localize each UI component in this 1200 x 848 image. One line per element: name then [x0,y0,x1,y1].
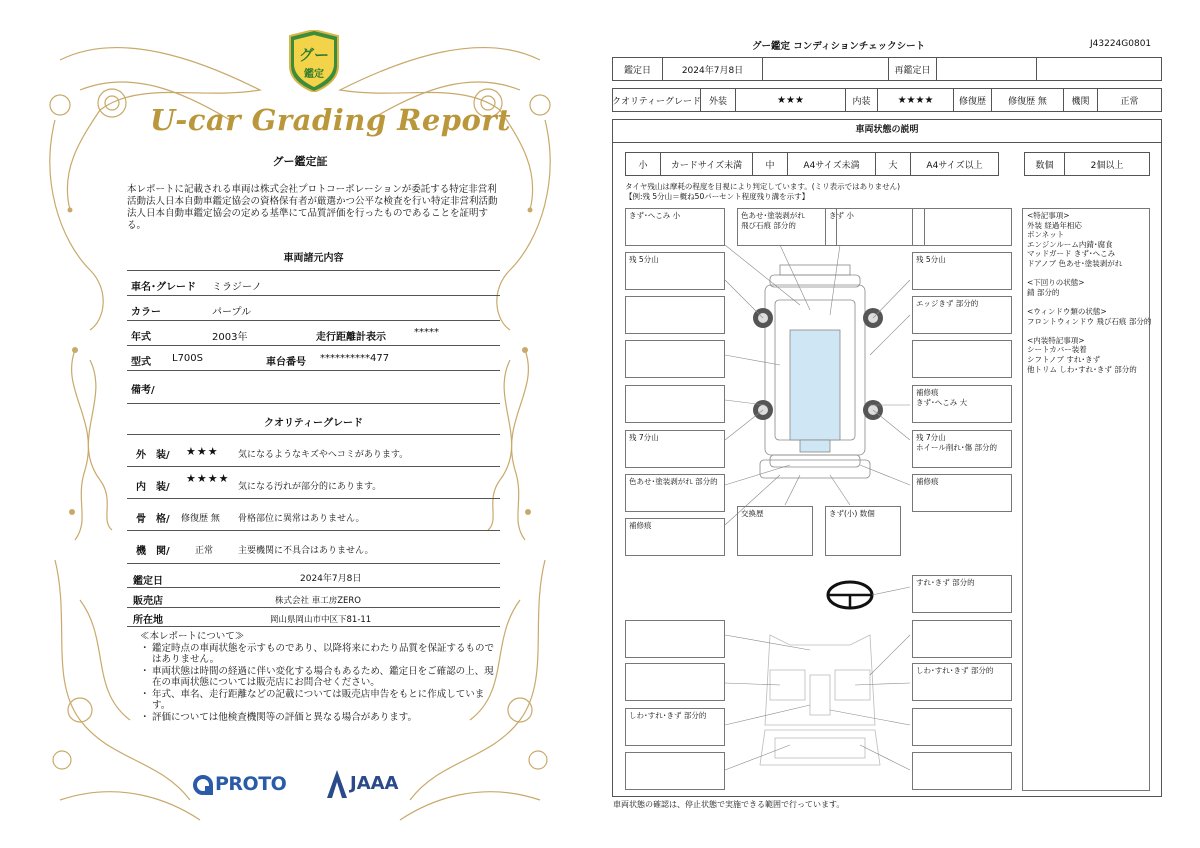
note-line: 外装 経過年相応 [1027,220,1082,230]
exterior-stars: ★★★ [736,89,846,111]
chassis-label: 車台番号 [266,357,306,368]
size-small-label: 小 [626,153,661,175]
condition-box [625,296,725,334]
re-appraisal-label: 再鑑定日 [889,58,937,80]
divider [127,345,500,346]
repair-label: 修復歴 [954,89,992,111]
logo-text-kantei: 鑑定 [304,69,324,80]
divider [127,563,500,564]
interior-desc: 気になる汚れが部分的にあります。 [238,482,382,492]
condition-box: きず 小 [825,208,925,246]
note-line: ドアノブ 色あせ･塗装剥がれ [1027,258,1123,268]
condition-box: 残 7分山 [625,430,725,468]
jaaa-logo-text: JAAA [350,773,399,794]
goo-appraisal-logo [286,30,342,92]
condition-box: しわ･すれ･きず 部分的 [625,708,725,746]
proto-logo-icon [192,774,214,796]
note-line: 錆 部分的 [1027,287,1060,297]
notes-title: ≪本レポートについて≫ [140,631,245,642]
divider [127,295,500,296]
count-label: 数個 [1025,153,1065,175]
date-label: 鑑定日 [613,58,663,80]
frame-label: 骨 格/ [136,514,170,525]
condition-box: しわ･すれ･きず 部分的 [912,663,1012,701]
note-line: シフトノブ すれ･きず [1027,354,1101,364]
divider [612,142,1162,143]
condition-box [625,340,725,378]
year-label: 年式 [131,332,151,343]
size-large-label: 大 [876,153,911,175]
note-item: ・ 車両状態は時間の経過に伴い変化する場合もあるため、鑑定日をご確認の上、現在の車両状態については販売店にお問合せください。 [140,665,494,688]
note-line: <下回りの状態> [1027,278,1085,288]
engine-desc: 主要機関に不具合はありません。 [238,546,374,556]
note-line: エンジンルーム内錆･腐食 [1027,239,1113,249]
note-item: ・ 年式、車名、走行距離などの記載については販売店申告をもとに作成しています。 [140,688,485,711]
note-item: ・ 鑑定時点の車両状態を示すものであり、以降将来にわたり品質を保証するものではありません。 [140,642,495,665]
condition-box: 色あせ･塗装剥がれ 部分的 [625,474,725,512]
condition-box [625,620,725,658]
condition-box: 残 7分山 ホイール削れ･傷 部分的 [912,430,1012,468]
color-value: パープル [212,307,252,318]
sheet-footer: 車両状態の確認は、停止状態で実施できる範囲で行っています。 [613,800,845,809]
note-line [1027,269,1145,279]
note-line: フロントウィンドウ 飛び石痕 部分的 [1027,316,1152,326]
frame-desc: 骨格部位に異常はありません。 [238,514,365,524]
quality-grade-label: クオリティーグレード [613,89,701,111]
engine-label: 機 関/ [136,546,170,557]
note-line: 他トリム しわ･すれ･きず 部分的 [1027,364,1137,374]
size-mid-label: 中 [753,153,788,175]
divider [127,434,500,435]
engine-label: 機関 [1064,89,1098,111]
exterior-desc: 気になるようなキズやヘコミがあります。 [238,450,409,460]
condition-box: すれ･きず 部分的 [912,575,1012,613]
tire-example: 【例:残 5分山＝概ね50パーセント程度残り溝を示す】 [625,192,810,201]
engine-value: 正常 [195,546,214,556]
logo-text-goo: グー [298,46,330,64]
condition-box: きず･へこみ 小 [625,208,725,246]
condition-box: 残 5分山 [912,252,1012,290]
note-line [1027,326,1145,336]
condition-box [625,663,725,701]
condition-box [912,620,1012,658]
sheet-title: グー鑑定 コンディションチェックシート [752,41,926,52]
interior-stars: ★★★★ [186,472,230,485]
empty-cell [763,58,889,80]
empty-cell [937,58,1037,80]
interior-label: 内装 [846,89,878,111]
model-label: 型式 [131,357,151,368]
dealer-label: 販売店 [133,596,163,607]
condition-box: きず(小) 数個 [825,506,901,556]
section-title: 車両状態の説明 [855,125,919,135]
condition-box: 色あせ･塗装剥がれ 飛び石痕 部分的 [737,208,837,246]
engine-value: 正常 [1120,96,1139,107]
divider [127,498,500,499]
special-notes [1022,208,1150,791]
condition-box: 補修痕 きず･へこみ 大 [912,385,1012,423]
count-desc: 2個以上 [1090,160,1124,171]
script-title: U-car Grading Report [150,103,512,137]
divider [127,587,500,588]
address-value: 岡山県岡山市中区下81-11 [270,615,372,625]
appraisal-date-label: 鑑定日 [133,576,163,587]
grade-row [612,88,1162,112]
condition-box: 残 5分山 [625,252,725,290]
exterior-label: 外 装/ [136,450,170,461]
repair-value: 修復歴 無 [992,89,1064,111]
certificate-title: グー鑑定証 [272,155,328,168]
sheet-id: J43224G0801 [1090,39,1152,49]
certificate-intro: 本レポートに記載される車両は株式会社プロトコーポレーションが委託する特定非営利活動法人日本自動車鑑定協会の資格保有者が厳選かつ公平な検査を行い特定非営利活動法人日本自動車鑑定協会の定める基準にて品質評価を行ったものであることを証明する。 [127,184,498,231]
note-line: <内装特記事項> [1027,335,1085,345]
divider [127,320,500,321]
condition-box: 補修痕 [625,518,725,556]
frame-value: 修復歴 無 [181,514,220,524]
spec-section-title: 車両諸元内容 [283,253,344,264]
note-line: <ウィンドウ類の状態> [1027,306,1107,316]
condition-box [912,340,1012,378]
address-label: 所在地 [133,615,163,626]
divider [127,403,500,404]
size-legend [625,152,999,176]
count-legend [1024,152,1150,176]
empty-cell [1037,58,1161,80]
appraisal-date-value: 2024年7月8日 [300,574,362,584]
condition-box: 交換歴 [737,506,813,556]
note-line: シートカバー装着 [1027,345,1087,355]
report-notes [140,631,500,723]
condition-box [912,708,1012,746]
size-mid-desc: A4サイズ未満 [788,153,876,175]
condition-box: 補修痕 [912,474,1012,512]
quality-section-title: クオリティーグレード [264,418,363,429]
size-large-desc: A4サイズ以上 [926,160,983,171]
model-value: L700S [172,353,204,364]
condition-box [625,385,725,423]
date-row [612,57,1162,81]
note-line [1027,297,1145,307]
vehicle-diagram [700,205,920,805]
note-line: ボンネット [1027,230,1065,240]
exterior-label: 外装 [701,89,736,111]
note-item: ・ 評価については他検査機関等の評価と異なる場合があります。 [140,711,418,723]
proto-logo-text: PROTO [215,773,287,795]
condition-box [625,752,725,790]
car-name-label: 車名･グレード [131,282,196,293]
note-line: <特記事項> [1027,211,1070,220]
year-value: 2003年 [212,332,248,343]
divider [127,626,500,627]
divider [127,270,500,271]
divider [127,466,500,467]
size-small-desc: カードサイズ未満 [661,153,753,175]
condition-box: エッジきず 部分的 [912,296,1012,334]
car-name-value: ミラジーノ [212,282,262,293]
condition-box [912,208,1012,246]
jaaa-logo-icon [327,770,347,798]
remarks-label: 備考/ [131,385,155,396]
divider [127,607,500,608]
note-line: マッドガード きず･へこみ [1027,249,1116,259]
exterior-stars: ★★★ [186,445,219,458]
dealer-value: 株式会社 車工房ZERO [275,596,361,606]
condition-box [912,752,1012,790]
mileage-value: ***** [414,327,439,338]
chassis-value: **********477 [320,353,390,364]
interior-label: 内 装/ [136,482,170,493]
divider [127,370,500,371]
divider [127,530,500,531]
mileage-label: 走行距離計表示 [316,332,386,343]
tire-note: タイヤ残山は摩耗の程度を目視により判定しています。(ミリ表示ではありません) [625,182,901,191]
date-value: 2024年7月8日 [663,58,763,80]
color-label: カラー [131,307,161,318]
interior-stars: ★★★★ [878,89,954,111]
